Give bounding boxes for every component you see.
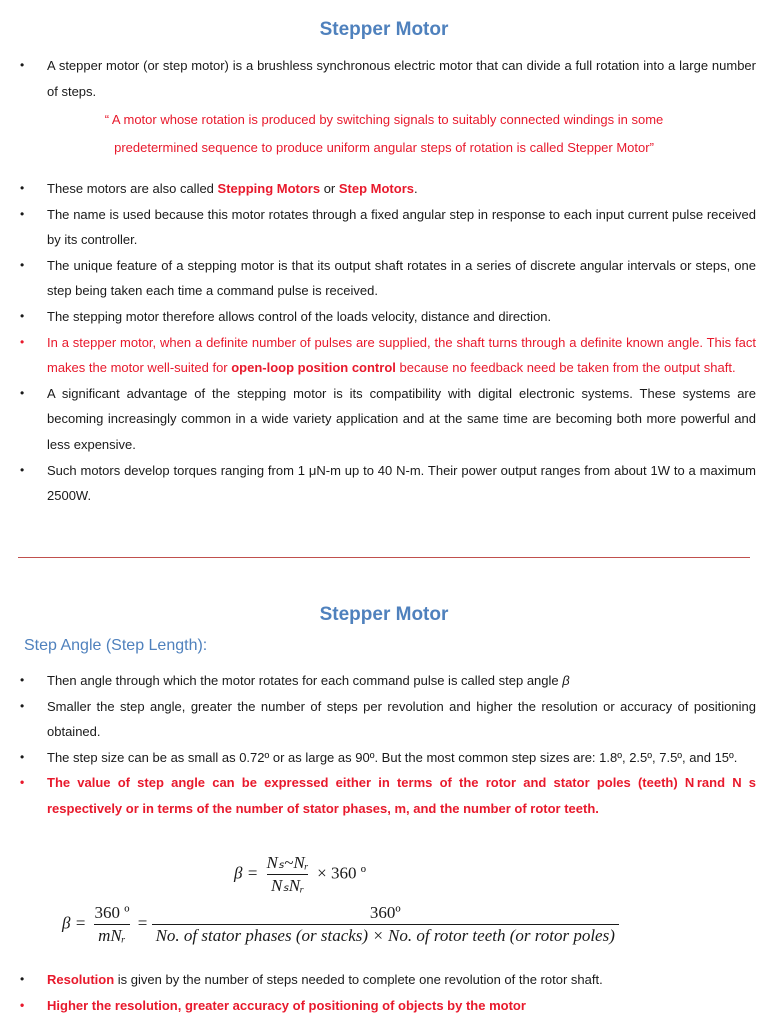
list-item: • Smaller the step angle, greater the number of steps per revolution and higher the resolution or accuracy of positioning obtained. [0, 694, 768, 745]
list-item [0, 967, 768, 993]
list-item: • The step size can be as small as 0.72º or as large as 90º. But the most common step sizes are: 1.8º, 2.5º, 7.5º, and 15º. [0, 745, 768, 771]
list-item: • Such motors develop torques ranging from 1 μN-m up to 40 N-m. Their power output ranges from about 1W to a maximum 2500W. [0, 458, 768, 509]
formula-rhs: × 360 º [317, 863, 366, 883]
equals-sign: = [137, 913, 148, 933]
list-item-highlight [0, 330, 768, 381]
text-span: because no feedback need be taken from the output shaft. [395, 360, 736, 376]
text-span: . [414, 181, 418, 196]
slide1-bullet-list [0, 176, 768, 509]
list-item [0, 176, 768, 202]
text-span: or [320, 181, 339, 196]
list-item-highlight: • The value of step angle can be expressed either in terms of the rotor and stator poles (teeth) N rand N s respectively or in terms of the number of stator phases, m, and the number of rotor teeth. [0, 770, 768, 821]
list-item: • The unique feature of a stepping motor is that its output shaft rotates in a series of discrete angular intervals or steps, one step being taken each time a command pulse is received. [0, 253, 768, 304]
fraction [152, 902, 619, 947]
slide2-bullet-list-bottom [0, 967, 768, 1018]
fraction [262, 852, 312, 897]
resolution-term: Resolution [47, 972, 115, 987]
list-item [0, 668, 768, 694]
text-span: In a stepper motor, when a definite number of pulses are supplied, the shaft turns through a definite known angle. This fact makes the motor well-suited for [47, 334, 756, 376]
section-divider [18, 557, 750, 558]
open-loop-term: open-loop position control [231, 360, 396, 376]
fraction-numerator: 360º [369, 903, 401, 922]
step-angle-heading: Step Angle (Step Length): [24, 637, 208, 654]
definition-quote-line2: predetermined sequence to produce uniform angular steps of rotation is called Stepper Motor” [114, 140, 654, 155]
slide1-bullet-list-top [0, 53, 768, 104]
list-item: • A stepper motor (or step motor) is a brushless synchronous electric motor that can divide a full rotation into a large number of steps. [0, 53, 768, 104]
list-item-highlight: • Higher the resolution, greater accuracy of positioning of objects by the motor [0, 993, 768, 1019]
beta-symbol: β [562, 673, 570, 688]
fraction-numerator: 360 º [94, 903, 130, 922]
fraction-denominator: NₛNᵣ [267, 874, 308, 897]
fraction-denominator: mNᵣ [94, 924, 130, 947]
step-motors-term: Step Motors [338, 181, 414, 196]
step-angle-formula-poles [234, 852, 366, 897]
slide2-bullet-list [0, 668, 768, 822]
formula-lhs: β = [234, 863, 259, 883]
list-item: • The stepping motor therefore allows control of the loads velocity, distance and direction. [0, 304, 768, 330]
list-item: • The name is used because this motor rotates through a fixed angular step in response to each input current pulse received by its controller. [0, 202, 768, 253]
text-span: is given by the number of steps needed to complete one revolution of the rotor shaft. [114, 972, 603, 987]
fraction [90, 902, 133, 947]
fraction-denominator: No. of stator phases (or stacks) × No. of rotor teeth (or rotor poles) [152, 924, 619, 947]
definition-quote-line1: “ A motor whose rotation is produced by switching signals to suitably connected windings in some [104, 112, 664, 127]
stepping-motors-term: Stepping Motors [217, 181, 321, 196]
text-span: Then angle through which the motor rotates for each command pulse is called step angle [47, 673, 563, 688]
slide2-title: Stepper Motor [319, 604, 449, 625]
list-item: • A significant advantage of the stepping motor is its compatibility with digital electronic systems. These systems are becoming increasingly common in a wide variety application and at the same time are becoming both more powerful and less expensive. [0, 381, 768, 458]
text-span: These motors are also called [47, 181, 218, 196]
step-angle-formula-phases [62, 902, 619, 947]
slide1-title: Stepper Motor [319, 19, 449, 40]
fraction-numerator: Nₛ~Nᵣ [266, 853, 309, 872]
formula-lhs: β = [62, 913, 87, 933]
